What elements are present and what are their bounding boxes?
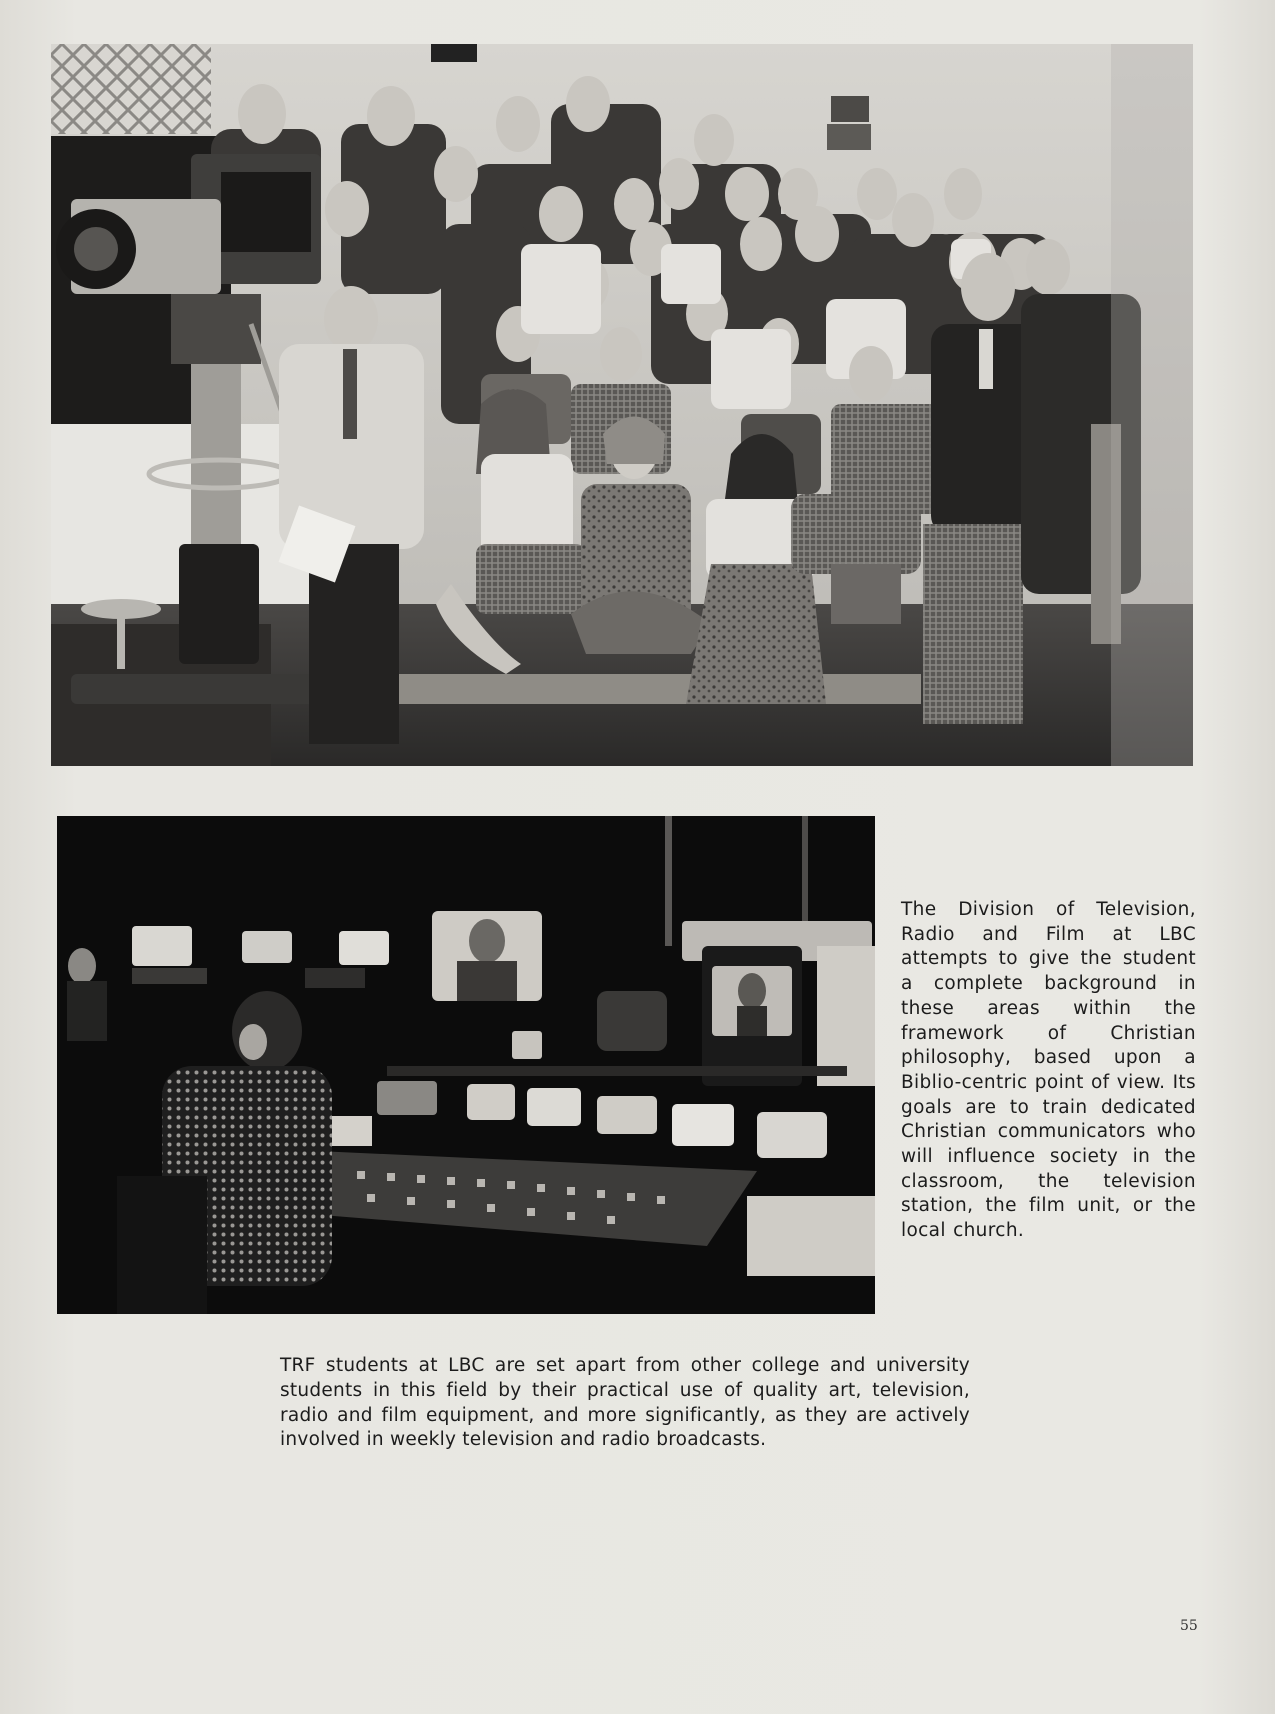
bottom-caption: TRF students at LBC are set apart from other college and university students in this field by their practical use of quality art, television, radio and film equipment, and more significantly, as they are actively involved in weekly television and radio broadcasts.	[280, 1355, 970, 1451]
side-caption: The Division of Television, Radio and Film at LBC attempts to give the student a complete background in these areas within the framework of Christian philosophy, based upon a Biblio-centric point of view. Its goals are to train dedicated Christian communicators who will influence society in the classroom, the television station, the film unit, or the local church.	[901, 899, 1196, 1242]
control-room-photo	[57, 816, 875, 1314]
group-photo	[51, 44, 1193, 766]
page-number: 55	[1180, 1618, 1198, 1634]
